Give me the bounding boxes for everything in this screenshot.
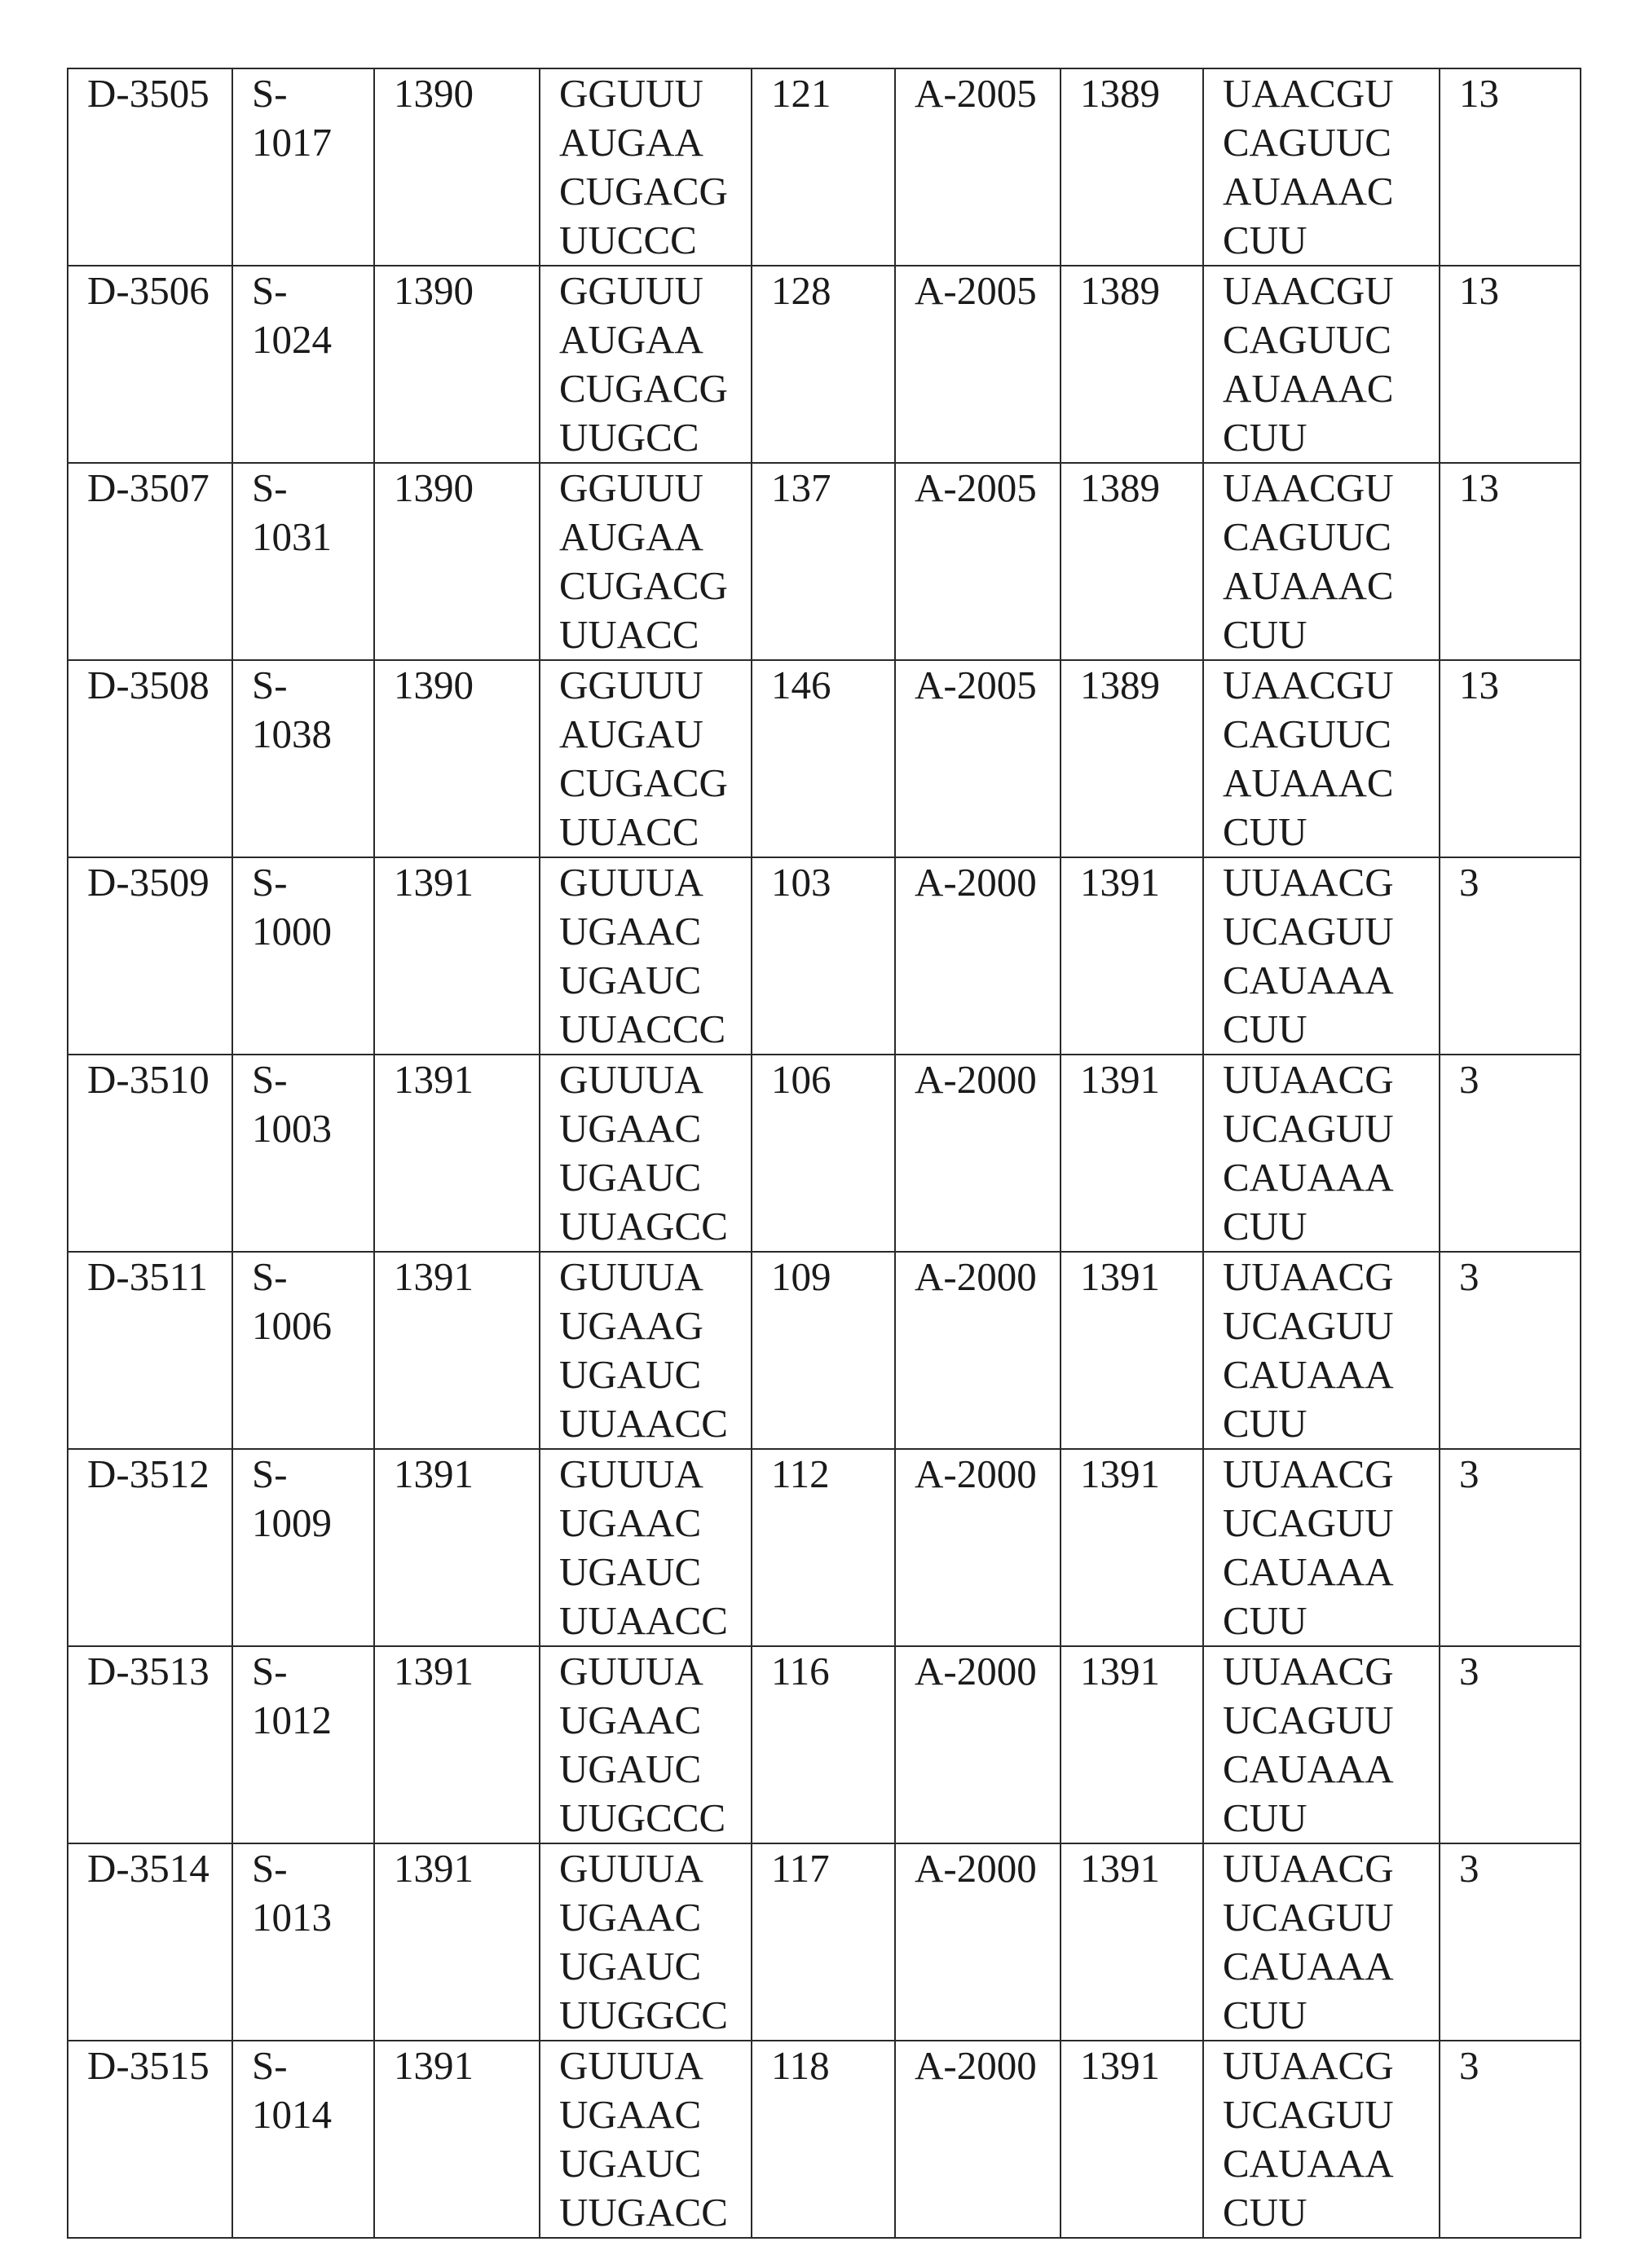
cell-duplex-id: D-3509 xyxy=(68,857,232,1055)
cell-antisense-sequence: UUAACG UCAGUU CAUAAA CUU xyxy=(1203,1646,1440,1843)
cell-antisense-sequence: UUAACG UCAGUU CAUAAA CUU xyxy=(1203,1252,1440,1449)
cell-antisense-sequence: UUAACG UCAGUU CAUAAA CUU xyxy=(1203,1449,1440,1646)
table-row xyxy=(68,1449,1581,1646)
cell-sense-sequence: GUUUA UGAAC UGAUC UUAGCC xyxy=(540,1055,752,1252)
cell-sense-seq-id: 146 xyxy=(752,660,895,857)
cell-sense-seq-id: 109 xyxy=(752,1252,895,1449)
cell-sense-id: S- 1038 xyxy=(232,660,374,857)
cell-value: 3 xyxy=(1440,1055,1581,1252)
cell-antisense-position: 1391 xyxy=(1061,1843,1203,2041)
table-row xyxy=(68,463,1581,660)
cell-sense-sequence: GUUUA UGAAG UGAUC UUAACC xyxy=(540,1252,752,1449)
cell-duplex-id: D-3513 xyxy=(68,1646,232,1843)
cell-sense-id: S- 1017 xyxy=(232,68,374,266)
cell-value: 3 xyxy=(1440,1646,1581,1843)
cell-sense-seq-id: 128 xyxy=(752,266,895,463)
cell-antisense-id: A-2000 xyxy=(895,1252,1061,1449)
cell-sense-sequence: GGUUU AUGAA CUGACG UUACC xyxy=(540,463,752,660)
cell-value: 3 xyxy=(1440,1449,1581,1646)
cell-sense-sequence: GUUUA UGAAC UGAUC UUACCC xyxy=(540,857,752,1055)
cell-sense-sequence: GGUUU AUGAA CUGACG UUGCC xyxy=(540,266,752,463)
cell-value: 3 xyxy=(1440,1843,1581,2041)
cell-antisense-sequence: UUAACG UCAGUU CAUAAA CUU xyxy=(1203,1843,1440,2041)
cell-sense-position: 1390 xyxy=(374,68,540,266)
table-row xyxy=(68,68,1581,266)
cell-antisense-id: A-2000 xyxy=(895,1646,1061,1843)
cell-value: 13 xyxy=(1440,68,1581,266)
cell-antisense-id: A-2005 xyxy=(895,266,1061,463)
cell-sense-position: 1391 xyxy=(374,857,540,1055)
cell-sense-seq-id: 137 xyxy=(752,463,895,660)
cell-value: 3 xyxy=(1440,1252,1581,1449)
cell-sense-id: S- 1014 xyxy=(232,2041,374,2238)
cell-sense-seq-id: 118 xyxy=(752,2041,895,2238)
table-row xyxy=(68,1646,1581,1843)
cell-value: 3 xyxy=(1440,2041,1581,2238)
document-page xyxy=(67,68,1581,2239)
cell-sense-sequence: GUUUA UGAAC UGAUC UUGACC xyxy=(540,2041,752,2238)
cell-sense-id: S- 1024 xyxy=(232,266,374,463)
cell-duplex-id: D-3512 xyxy=(68,1449,232,1646)
cell-sense-sequence: GUUUA UGAAC UGAUC UUAACC xyxy=(540,1449,752,1646)
cell-sense-sequence: GGUUU AUGAU CUGACG UUACC xyxy=(540,660,752,857)
cell-duplex-id: D-3505 xyxy=(68,68,232,266)
cell-sense-seq-id: 116 xyxy=(752,1646,895,1843)
cell-sense-position: 1390 xyxy=(374,660,540,857)
cell-antisense-position: 1391 xyxy=(1061,1449,1203,1646)
sirna-duplex-table xyxy=(67,68,1581,2239)
cell-duplex-id: D-3510 xyxy=(68,1055,232,1252)
cell-antisense-position: 1391 xyxy=(1061,1646,1203,1843)
cell-antisense-position: 1391 xyxy=(1061,1055,1203,1252)
cell-value: 3 xyxy=(1440,857,1581,1055)
cell-sense-id: S- 1013 xyxy=(232,1843,374,2041)
cell-duplex-id: D-3511 xyxy=(68,1252,232,1449)
cell-antisense-id: A-2000 xyxy=(895,1843,1061,2041)
cell-sense-id: S- 1009 xyxy=(232,1449,374,1646)
cell-sense-id: S- 1000 xyxy=(232,857,374,1055)
cell-antisense-sequence: UAACGU CAGUUC AUAAAC CUU xyxy=(1203,266,1440,463)
cell-duplex-id: D-3508 xyxy=(68,660,232,857)
cell-sense-position: 1390 xyxy=(374,266,540,463)
cell-sense-seq-id: 106 xyxy=(752,1055,895,1252)
cell-value: 13 xyxy=(1440,660,1581,857)
table-row xyxy=(68,660,1581,857)
table-row xyxy=(68,266,1581,463)
cell-duplex-id: D-3507 xyxy=(68,463,232,660)
cell-sense-id: S- 1003 xyxy=(232,1055,374,1252)
cell-sense-seq-id: 112 xyxy=(752,1449,895,1646)
cell-antisense-position: 1389 xyxy=(1061,660,1203,857)
cell-sense-seq-id: 103 xyxy=(752,857,895,1055)
cell-antisense-sequence: UUAACG UCAGUU CAUAAA CUU xyxy=(1203,2041,1440,2238)
cell-value: 13 xyxy=(1440,266,1581,463)
table-body xyxy=(68,68,1581,2238)
cell-antisense-sequence: UUAACG UCAGUU CAUAAA CUU xyxy=(1203,857,1440,1055)
table-row xyxy=(68,1055,1581,1252)
cell-duplex-id: D-3515 xyxy=(68,2041,232,2238)
cell-sense-position: 1390 xyxy=(374,463,540,660)
cell-sense-position: 1391 xyxy=(374,1252,540,1449)
cell-antisense-position: 1389 xyxy=(1061,463,1203,660)
cell-antisense-sequence: UAACGU CAGUUC AUAAAC CUU xyxy=(1203,660,1440,857)
cell-sense-position: 1391 xyxy=(374,2041,540,2238)
cell-antisense-position: 1391 xyxy=(1061,1252,1203,1449)
cell-sense-sequence: GUUUA UGAAC UGAUC UUGCCC xyxy=(540,1646,752,1843)
cell-antisense-id: A-2005 xyxy=(895,68,1061,266)
cell-sense-id: S- 1012 xyxy=(232,1646,374,1843)
cell-antisense-id: A-2000 xyxy=(895,1055,1061,1252)
cell-value: 13 xyxy=(1440,463,1581,660)
cell-sense-sequence: GGUUU AUGAA CUGACG UUCCC xyxy=(540,68,752,266)
cell-sense-sequence: GUUUA UGAAC UGAUC UUGGCC xyxy=(540,1843,752,2041)
cell-sense-position: 1391 xyxy=(374,1055,540,1252)
cell-antisense-sequence: UUAACG UCAGUU CAUAAA CUU xyxy=(1203,1055,1440,1252)
table-row xyxy=(68,857,1581,1055)
cell-antisense-position: 1389 xyxy=(1061,68,1203,266)
cell-antisense-id: A-2000 xyxy=(895,2041,1061,2238)
cell-sense-id: S- 1006 xyxy=(232,1252,374,1449)
cell-duplex-id: D-3506 xyxy=(68,266,232,463)
cell-antisense-id: A-2005 xyxy=(895,463,1061,660)
cell-antisense-position: 1389 xyxy=(1061,266,1203,463)
cell-duplex-id: D-3514 xyxy=(68,1843,232,2041)
cell-sense-id: S- 1031 xyxy=(232,463,374,660)
cell-antisense-sequence: UAACGU CAGUUC AUAAAC CUU xyxy=(1203,463,1440,660)
cell-sense-seq-id: 117 xyxy=(752,1843,895,2041)
cell-sense-position: 1391 xyxy=(374,1843,540,2041)
cell-antisense-id: A-2000 xyxy=(895,1449,1061,1646)
cell-sense-seq-id: 121 xyxy=(752,68,895,266)
cell-antisense-sequence: UAACGU CAGUUC AUAAAC CUU xyxy=(1203,68,1440,266)
table-row xyxy=(68,2041,1581,2238)
cell-antisense-position: 1391 xyxy=(1061,857,1203,1055)
cell-antisense-id: A-2000 xyxy=(895,857,1061,1055)
cell-antisense-id: A-2005 xyxy=(895,660,1061,857)
table-row xyxy=(68,1843,1581,2041)
cell-sense-position: 1391 xyxy=(374,1646,540,1843)
cell-sense-position: 1391 xyxy=(374,1449,540,1646)
table-row xyxy=(68,1252,1581,1449)
cell-antisense-position: 1391 xyxy=(1061,2041,1203,2238)
